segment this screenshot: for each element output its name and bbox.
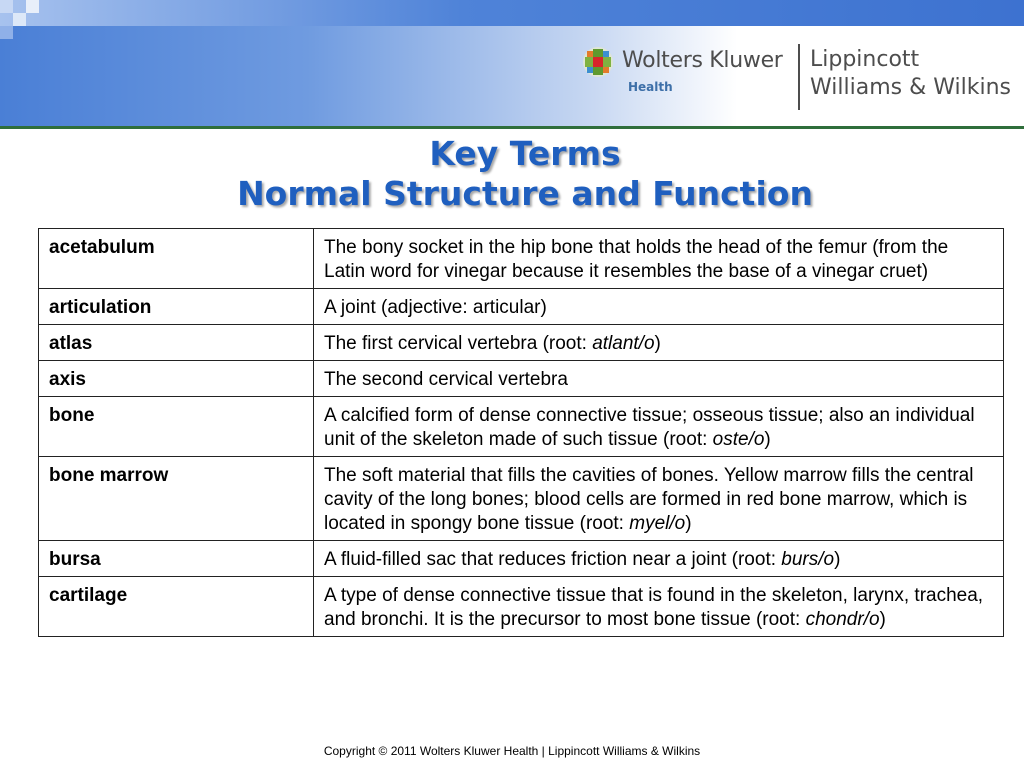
table-row [39,229,1004,289]
definition-cell [314,397,1004,457]
header-rule [0,126,1024,129]
definition-text: A joint (adjective: articular) [324,297,547,318]
publisher-logo [578,42,1018,112]
definition-cell [314,289,1004,325]
word-root: chondr/o [805,609,880,630]
decorative-square [26,0,39,13]
header-top-strip [0,0,1024,26]
table-row [39,541,1004,577]
slide-title-line2: Normal Structure and Function [237,174,813,213]
definition-cell [314,541,1004,577]
definition-cell [314,457,1004,541]
logo-company-name: Wolters Kluwer [622,48,783,73]
definition-cell [314,229,1004,289]
decorative-square [13,13,26,26]
table-row [39,577,1004,637]
definition-suffix: ) [654,333,661,354]
definition-text: A fluid-filled sac that reduces friction near a joint (root: [324,549,782,570]
term-cell: bone [39,397,314,457]
definition-suffix: ) [764,429,771,450]
term-cell: bone marrow [39,457,314,541]
definition-suffix: ) [834,549,841,570]
table-row [39,325,1004,361]
table-row [39,457,1004,541]
definition-text: The first cervical vertebra (root: [324,333,593,354]
slide-title [0,134,1024,214]
term-cell: cartilage [39,577,314,637]
word-root: myel/o [629,513,686,534]
logo-division-name: Health [628,80,673,94]
decorative-square [0,0,13,13]
copyright-footer: Copyright © 2011 Wolters Kluwer Health | Lippincott Williams & Wilkins [323,744,701,758]
definition-text: The soft material that fills the cavities of bones. Yellow marrow fills the central cavity of the long bones; blood cells are formed in red bone marrow, which is located in spongy bone tissue (root: [324,465,974,534]
definition-text: A calcified form of dense connective tissue; osseous tissue; also an individual unit of the skeleton made of such tissue (root: [324,405,975,450]
definition-suffix: ) [879,609,886,630]
definition-text: The bony socket in the hip bone that holds the head of the femur (from the Latin word for vinegar because it resembles the base of a vinegar cruet) [324,237,949,282]
word-root: oste/o [712,429,765,450]
wolters-kluwer-logo-icon [582,46,614,78]
logo-publisher-line2: Williams & Wilkins [810,75,1011,100]
table-row [39,289,1004,325]
definition-cell [314,361,1004,397]
definition-cell [314,577,1004,637]
slide-title-line1: Key Terms [429,134,621,173]
word-root: burs/o [781,549,835,570]
definition-cell [314,325,1004,361]
logo-separator [798,44,800,110]
key-terms-table [38,228,1004,637]
term-cell: acetabulum [39,229,314,289]
term-cell: atlas [39,325,314,361]
logo-publisher-line1: Lippincott [810,47,920,72]
term-cell: articulation [39,289,314,325]
table-row [39,361,1004,397]
table-row [39,397,1004,457]
definition-text: A type of dense connective tissue that is found in the skeleton, larynx, trachea, and bronchi. It is the precursor to most bone tissue (root: [324,585,984,630]
logo-publisher-name [810,46,1011,102]
word-root: atlant/o [592,333,655,354]
term-cell: bursa [39,541,314,577]
decorative-square [0,26,13,39]
definition-text: The second cervical vertebra [324,369,568,390]
term-cell: axis [39,361,314,397]
definition-suffix: ) [685,513,692,534]
